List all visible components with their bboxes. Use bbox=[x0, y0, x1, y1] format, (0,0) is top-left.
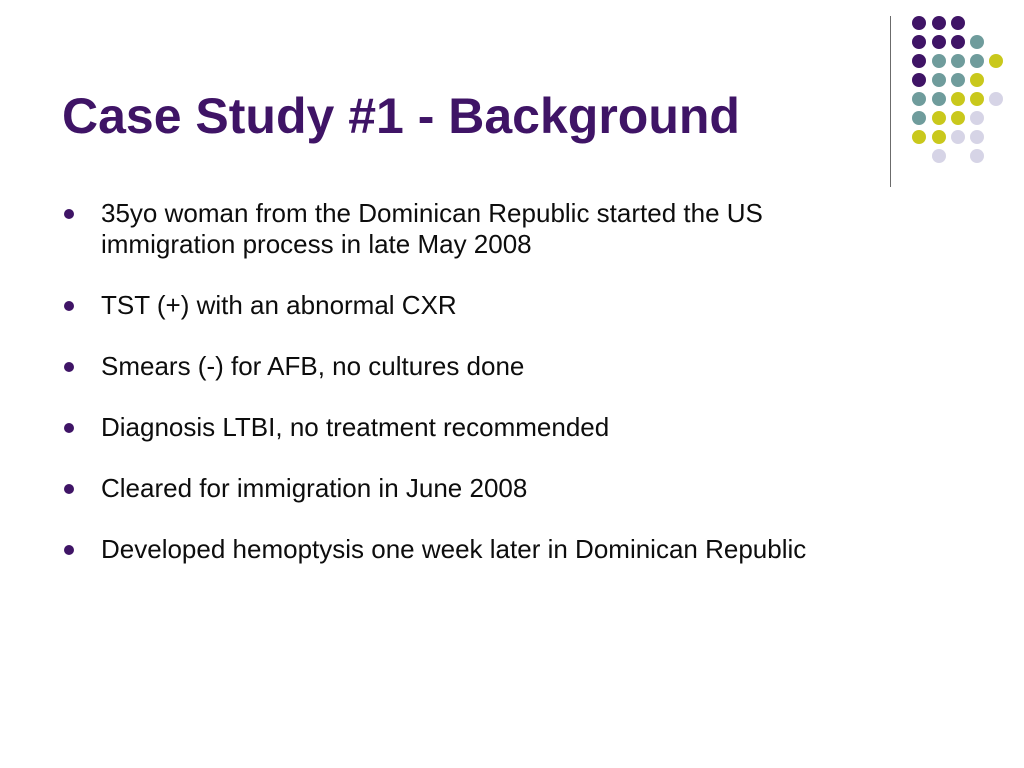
decor-dot bbox=[970, 35, 984, 49]
decor-dot bbox=[951, 111, 965, 125]
decor-dot bbox=[932, 149, 946, 163]
bullet-dot-icon bbox=[64, 484, 74, 494]
bullet-item bbox=[62, 473, 882, 504]
decor-dot bbox=[912, 16, 926, 30]
decor-dot bbox=[912, 54, 926, 68]
bullet-text: Cleared for immigration in June 2008 bbox=[101, 473, 528, 503]
decor-dot bbox=[970, 92, 984, 106]
decor-dot bbox=[970, 54, 984, 68]
decor-dot bbox=[932, 35, 946, 49]
decor-dot bbox=[951, 16, 965, 30]
title-divider-line bbox=[890, 16, 891, 187]
decor-dot bbox=[912, 111, 926, 125]
decor-dot bbox=[951, 54, 965, 68]
decor-dot bbox=[932, 73, 946, 87]
decor-dot bbox=[970, 130, 984, 144]
bullet-text: Diagnosis LTBI, no treatment recommended bbox=[101, 412, 610, 442]
decor-dot bbox=[970, 149, 984, 163]
decor-dot bbox=[912, 73, 926, 87]
slide-title: Case Study #1 - Background bbox=[62, 88, 740, 144]
bullet-list bbox=[62, 198, 882, 595]
bullet-dot-icon bbox=[64, 423, 74, 433]
decor-dot bbox=[932, 54, 946, 68]
bullet-dot-icon bbox=[64, 301, 74, 311]
decor-dot bbox=[932, 130, 946, 144]
decor-dot bbox=[932, 16, 946, 30]
bullet-text: 35yo woman from the Dominican Republic started the US immigration process in late May 2008 bbox=[101, 198, 763, 259]
decor-dot bbox=[932, 92, 946, 106]
decor-dot bbox=[989, 92, 1003, 106]
decor-dot bbox=[912, 130, 926, 144]
bullet-item bbox=[62, 198, 882, 260]
bullet-dot-icon bbox=[64, 545, 74, 555]
bullet-text: Developed hemoptysis one week later in Dominican Republic bbox=[101, 534, 807, 564]
bullet-text: TST (+) with an abnormal CXR bbox=[101, 290, 457, 320]
decor-dot bbox=[989, 54, 1003, 68]
decor-dot bbox=[951, 130, 965, 144]
bullet-item bbox=[62, 534, 882, 565]
bullet-dot-icon bbox=[64, 209, 74, 219]
decor-dot bbox=[951, 73, 965, 87]
decor-dot bbox=[970, 73, 984, 87]
bullet-item bbox=[62, 351, 882, 382]
bullet-item bbox=[62, 412, 882, 443]
decor-dot bbox=[951, 35, 965, 49]
bullet-item bbox=[62, 290, 882, 321]
decor-dot bbox=[970, 111, 984, 125]
decor-dot bbox=[912, 92, 926, 106]
decor-dot bbox=[951, 92, 965, 106]
bullet-text: Smears (-) for AFB, no cultures done bbox=[101, 351, 525, 381]
bullet-dot-icon bbox=[64, 362, 74, 372]
decor-dot bbox=[912, 35, 926, 49]
decorative-dot-grid bbox=[905, 10, 1005, 170]
decor-dot bbox=[932, 111, 946, 125]
